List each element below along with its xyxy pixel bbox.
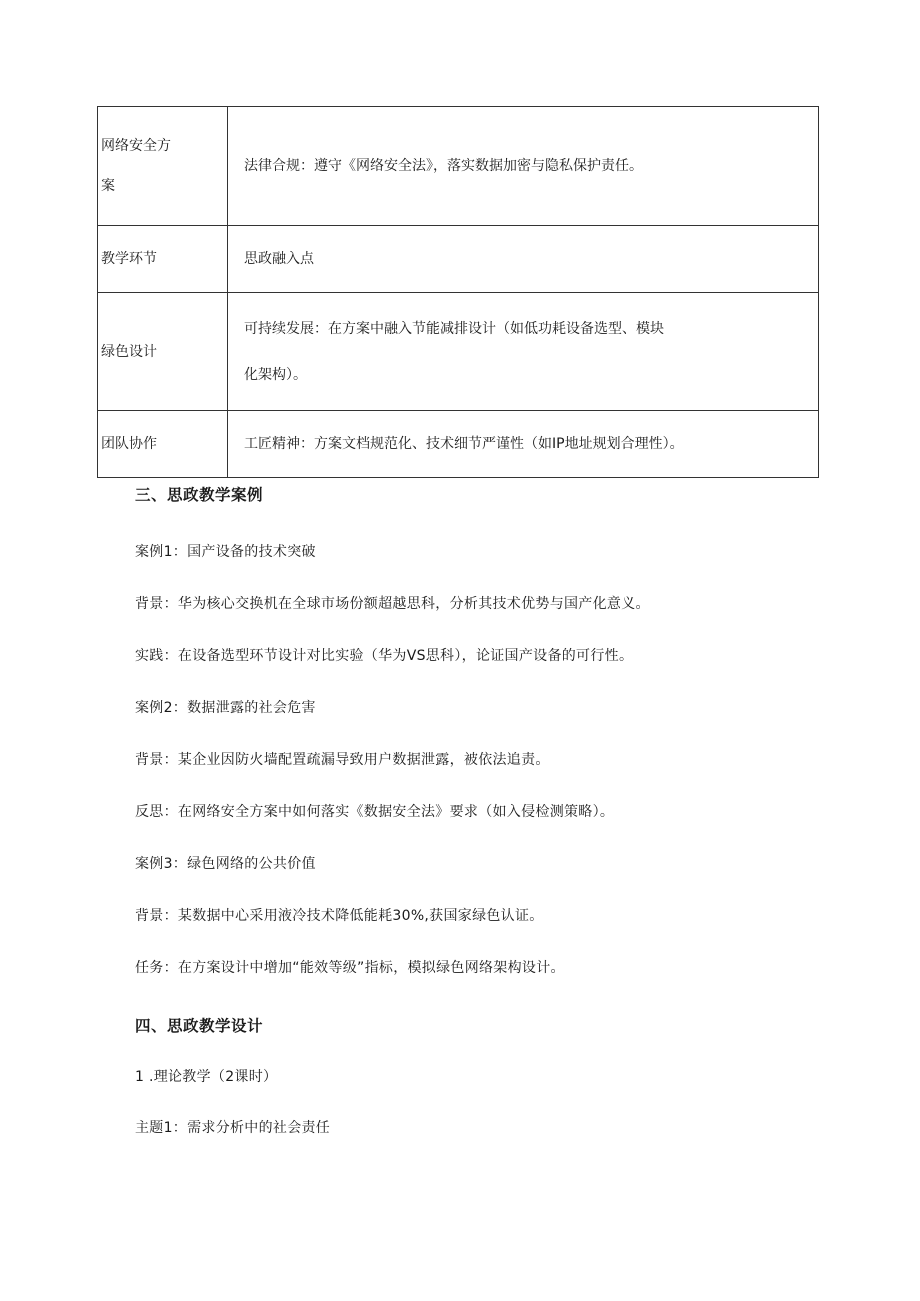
cell-content-line2: 化架构）。 bbox=[244, 366, 307, 383]
paragraph: 背景：某数据中心采用液冷技术降低能耗30%,获国家绿色认证。 bbox=[135, 908, 544, 924]
paragraph: 反思：在网络安全方案中如何落实《数据安全法》要求（如入侵检测策略）。 bbox=[135, 804, 615, 820]
paragraph: 案例2：数据泄露的社会危害 bbox=[135, 700, 316, 716]
paragraph: 1 .理论教学（2课时） bbox=[135, 1069, 278, 1085]
cell-content-line1: 可持续发展：在方案中融入节能减排设计（如低功耗设备选型、模块 bbox=[244, 320, 664, 337]
table-cell-content: 法律合规：遵守《网络安全法》，落实数据加密与隐私保护责任。 bbox=[228, 107, 819, 226]
paragraph: 背景：华为核心交换机在全球市场份额超越思科，分析其技术优势与国产化意义。 bbox=[135, 596, 650, 612]
table-row bbox=[98, 226, 819, 293]
paragraph: 主题1：需求分析中的社会责任 bbox=[135, 1120, 331, 1136]
table-row bbox=[98, 293, 819, 411]
table-cell-label: 绿色设计 bbox=[98, 293, 228, 411]
cell-label-line2: 案 bbox=[101, 178, 115, 194]
table-cell-label: 教学环节 bbox=[98, 226, 228, 293]
paragraph: 任务：在方案设计中增加“能效等级”指标，模拟绿色网络架构设计。 bbox=[135, 960, 565, 976]
table-row bbox=[98, 411, 819, 478]
table-cell-label bbox=[98, 107, 228, 226]
section3-heading: 三、思政教学案例 bbox=[135, 486, 264, 504]
paragraph: 案例1：国产设备的技术突破 bbox=[135, 544, 316, 560]
paragraph: 实践：在设备选型环节设计对比实验（华为VS思科），论证国产设备的可行性。 bbox=[135, 648, 634, 664]
ideology-table bbox=[97, 106, 819, 478]
table-cell-label: 团队协作 bbox=[98, 411, 228, 478]
table-row bbox=[98, 107, 819, 226]
table-cell-content: 工匠精神：方案文档规范化、技术细节严谨性（如IP地址规划合理性）。 bbox=[228, 411, 819, 478]
paragraph: 案例3：绿色网络的公共价值 bbox=[135, 856, 316, 872]
table-cell-content: 思政融入点 bbox=[228, 226, 819, 293]
section4-heading: 四、思政教学设计 bbox=[135, 1017, 264, 1035]
paragraph: 背景：某企业因防火墙配置疏漏导致用户数据泄露，被依法追责。 bbox=[135, 752, 550, 768]
cell-label-line1: 网络安全方 bbox=[101, 138, 171, 154]
table-cell-content bbox=[228, 293, 819, 411]
